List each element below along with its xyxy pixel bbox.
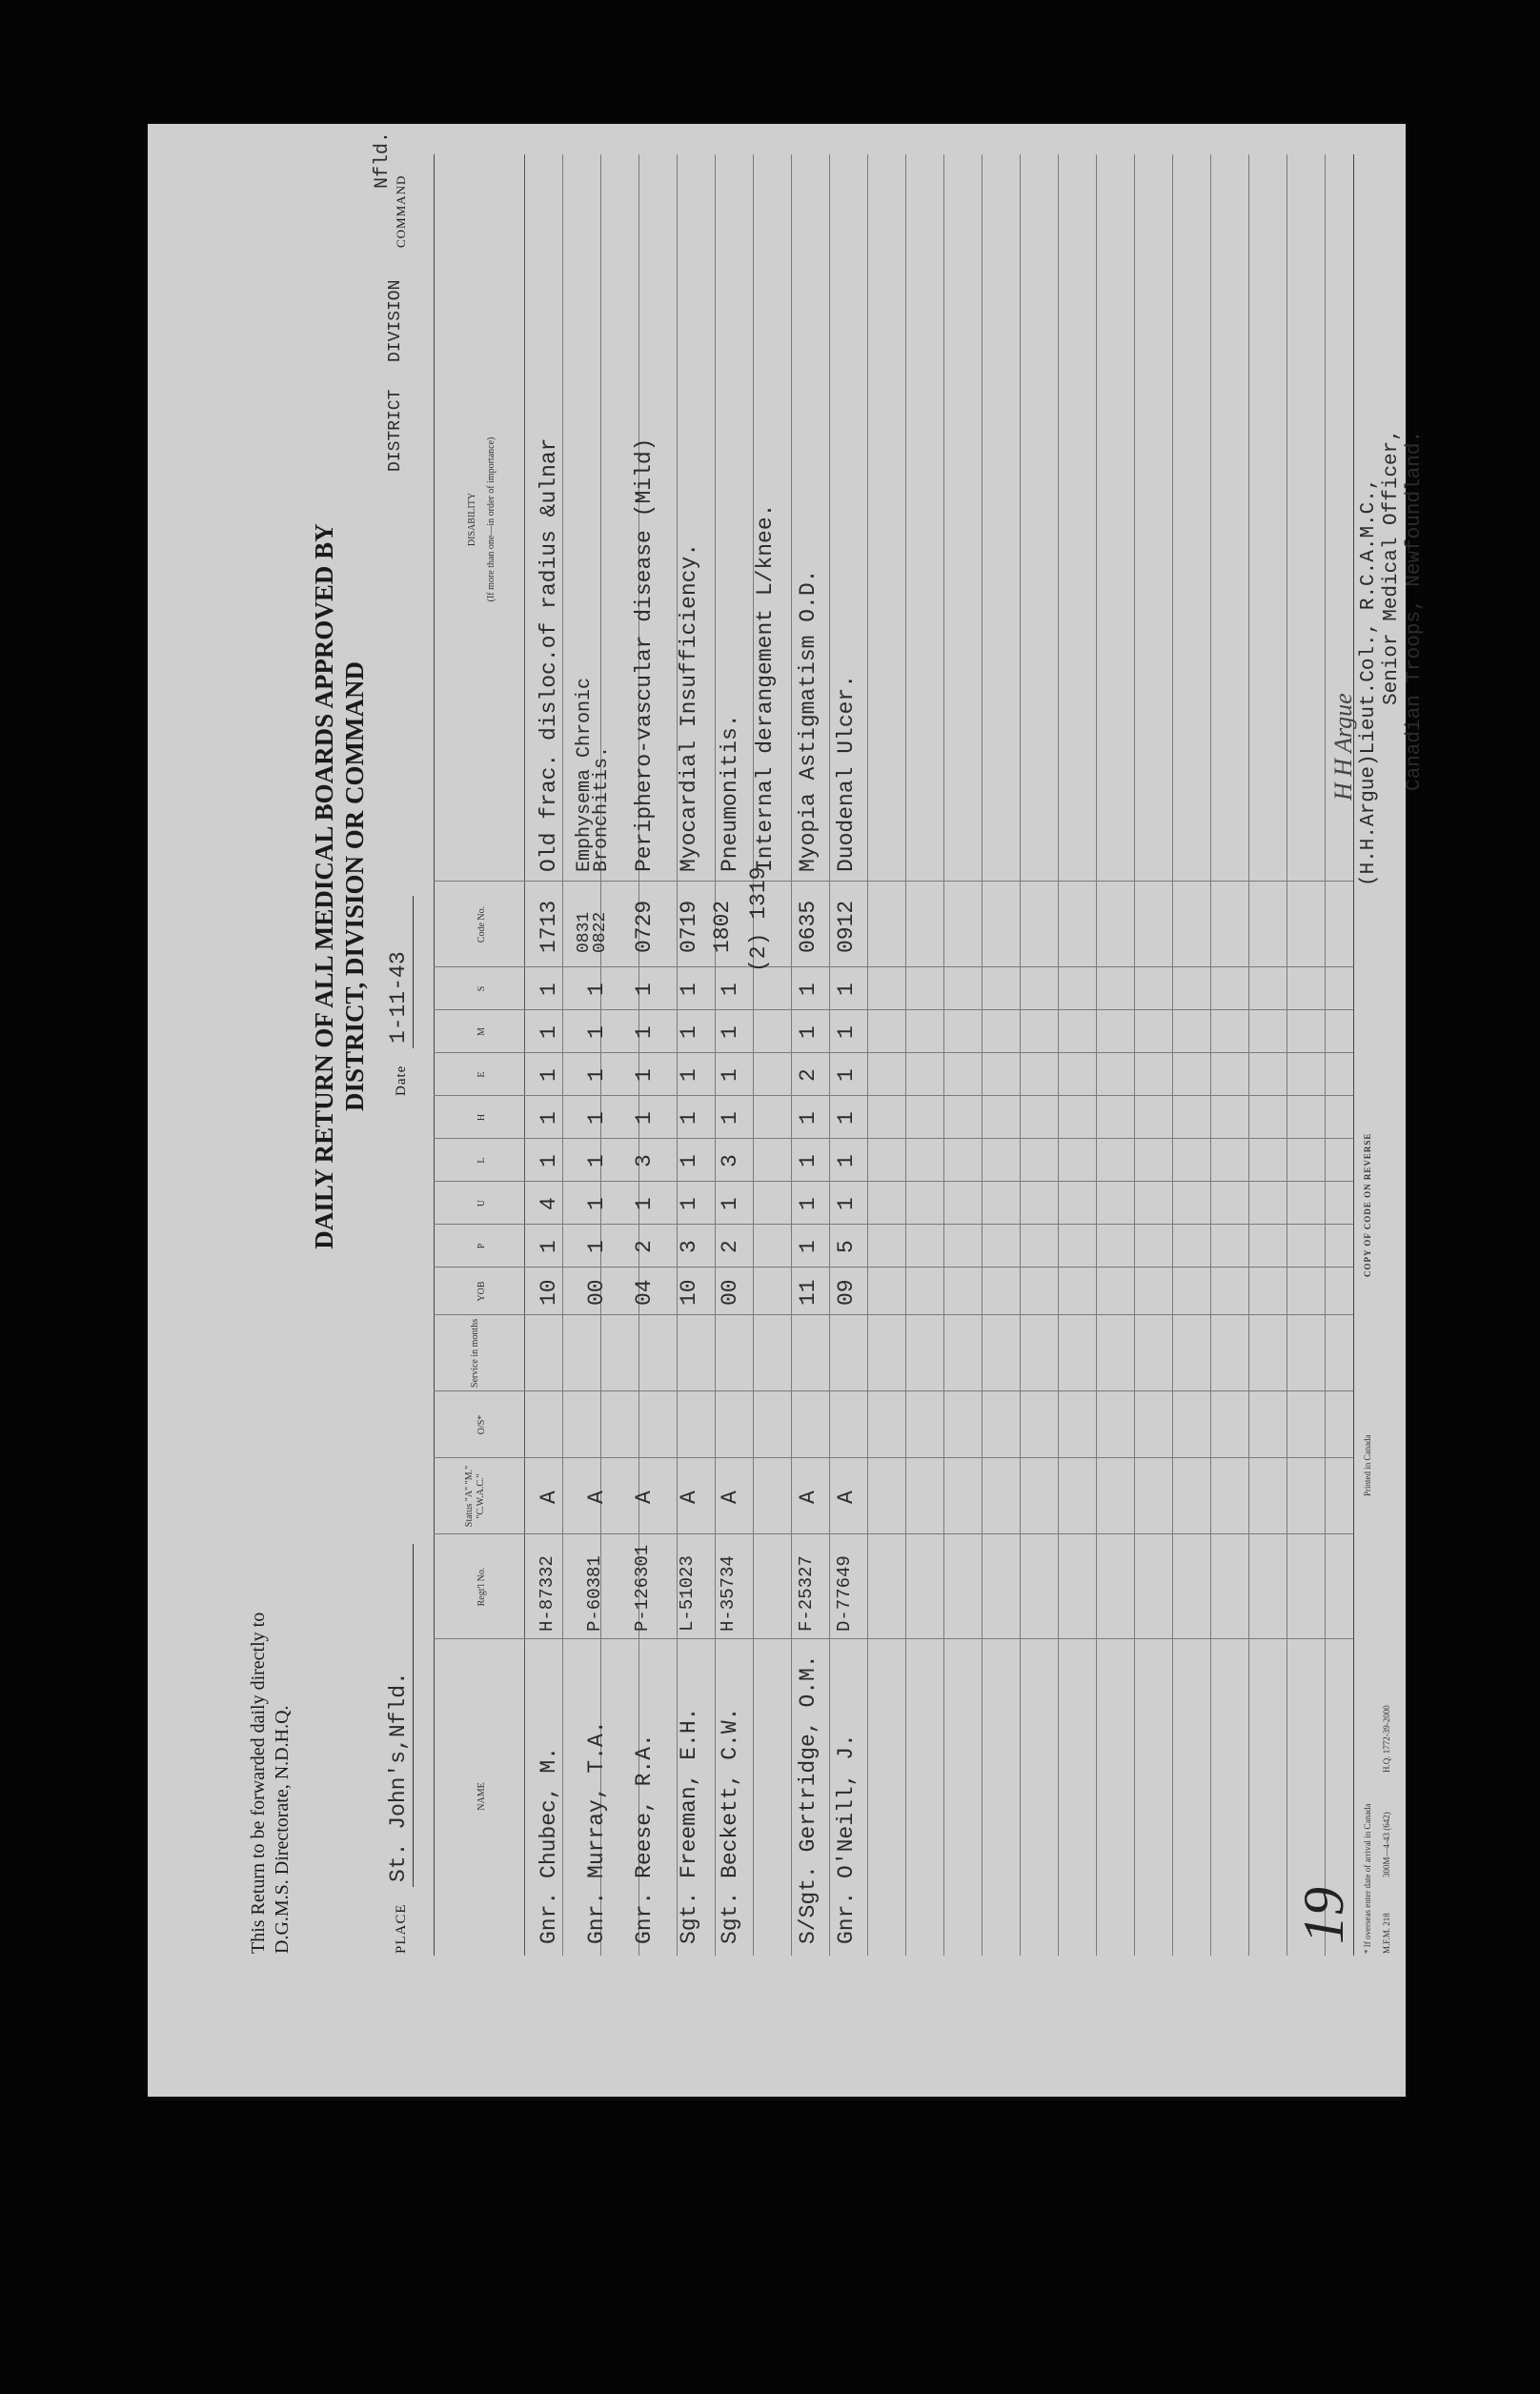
header-disability-note: (If more than one—in order of importance): [486, 436, 496, 602]
row-h: 1: [632, 1111, 657, 1125]
row-s: 1: [834, 983, 859, 996]
row-code: 0912: [834, 900, 859, 953]
row-e: 1: [632, 1068, 657, 1082]
division-label: DIVISION: [386, 279, 405, 362]
row-name: Sgt. Freeman, E.H.: [677, 1707, 701, 1944]
header-service: Service in months: [470, 1318, 480, 1389]
document-page: [148, 124, 1426, 2097]
row-yob: 04: [632, 1279, 657, 1306]
header-e: E: [476, 1071, 487, 1078]
col-sep-13: [434, 966, 1353, 967]
row-e: 1: [677, 1068, 701, 1082]
footnote-overseas: * If overseas enter date of arrival in Canada: [1363, 1803, 1372, 1954]
row-name: Gnr. Reese, R.A.: [632, 1734, 657, 1944]
table-bottom-border: [1353, 154, 1354, 1956]
row-u: 1: [796, 1197, 821, 1210]
header-os: O/S*: [476, 1414, 487, 1435]
row-m: 1: [718, 1025, 742, 1039]
col-sep-3: [434, 1457, 1353, 1458]
row-disability: Old frac. disloc.of radius &ulnar: [537, 437, 561, 872]
row-name: Gnr. Murray, T.A.: [584, 1720, 609, 1944]
row-s: 1: [677, 983, 701, 996]
row-p: 2: [718, 1240, 742, 1253]
form-title-line-2: DISTRICT, DIVISION OR COMMAND: [340, 660, 369, 1112]
row-m: 1: [537, 1025, 561, 1039]
signature-line-1: (H.H.Argue)Lieut.Col., R.C.A.M.C.,: [1358, 477, 1380, 886]
col-sep-6: [434, 1267, 1353, 1268]
row-l: 1: [537, 1154, 561, 1167]
place-label: PLACE: [394, 1903, 409, 1954]
row-u: 4: [537, 1197, 561, 1210]
row-name: Gnr. O'Neill, J.: [834, 1734, 859, 1944]
row-regtl: P-60381: [584, 1555, 605, 1632]
instructions-line-2: D.G.M.S. Directorate, N.D.H.Q.: [272, 1705, 293, 1954]
row-disability: Internal derangement L/knee.: [753, 503, 778, 872]
row-h: 1: [677, 1111, 701, 1125]
row-l: 3: [632, 1154, 657, 1167]
header-regtl-no: Regt'l No.: [476, 1567, 487, 1607]
row-regtl: H-35734: [718, 1555, 739, 1632]
header-status: Status "A" "M." "C.W.A.C.": [464, 1465, 486, 1528]
signature-line-3: Canadian Troops, Newfoundland.: [1404, 430, 1426, 791]
place-underline: [413, 1544, 414, 1887]
handwritten-signature: H H Argue: [1329, 693, 1357, 801]
row-disability: Myopia Astigmatism O.D.: [796, 569, 821, 872]
row-s: 1: [796, 983, 821, 996]
date-underline: [413, 896, 414, 1048]
col-sep-8: [434, 1181, 1353, 1182]
row-p: 3: [677, 1240, 701, 1253]
row-s: 1: [632, 983, 657, 996]
row-code: 0831 0822: [575, 911, 610, 953]
table-header-border: [524, 154, 525, 1956]
col-sep-9: [434, 1138, 1353, 1139]
date-label: Date: [394, 1065, 409, 1096]
command-value: Nfld.: [372, 131, 394, 189]
col-sep-4: [434, 1390, 1353, 1391]
row-yob: 00: [718, 1279, 742, 1306]
row-code: 0729: [632, 900, 657, 953]
row-s: 1: [537, 983, 561, 996]
row-yob: 10: [677, 1279, 701, 1306]
row-u: 1: [834, 1197, 859, 1210]
row-l: 1: [584, 1154, 609, 1167]
row-status: A: [677, 1491, 701, 1504]
row-u: 1: [584, 1197, 609, 1210]
printed-in-canada: Printed in Canada: [1363, 1434, 1372, 1496]
row-u: 1: [718, 1197, 742, 1210]
form-ref-1: 300M—4-43 (642): [1382, 1812, 1391, 1877]
row-yob: 09: [834, 1279, 859, 1306]
col-sep-10: [434, 1095, 1353, 1096]
row-s: 1: [584, 983, 609, 996]
row-regtl: L-51023: [677, 1555, 698, 1632]
row-l: 1: [796, 1154, 821, 1167]
col-sep-5: [434, 1314, 1353, 1315]
form-ref-2: H.Q. 1772-39-2000: [1382, 1705, 1391, 1773]
row-disability: Duodenal Ulcer.: [834, 674, 859, 872]
row-disability: Pneumonitis.: [718, 714, 742, 872]
row-regtl: D-77649: [834, 1555, 855, 1632]
row-status: A: [632, 1491, 657, 1504]
row-yob: 10: [537, 1279, 561, 1306]
form-number: M.F.M. 218: [1382, 1913, 1391, 1954]
header-s: S: [476, 985, 487, 992]
row-code: 0719: [677, 900, 701, 953]
row-yob: 11: [796, 1279, 821, 1306]
row-m: 1: [584, 1025, 609, 1039]
row-status: A: [796, 1491, 821, 1504]
row-disability: Periphero-vascular disease (Mild): [632, 437, 657, 872]
row-status: A: [718, 1491, 742, 1504]
row-status: A: [584, 1491, 609, 1504]
row-u: 1: [632, 1197, 657, 1210]
signature-line-2: Senior Medical Officer,: [1381, 429, 1403, 705]
form-title-line-1: DAILY RETURN OF ALL MEDICAL BOARDS APPROVED BY: [310, 523, 338, 1249]
row-e: 1: [718, 1068, 742, 1082]
header-disability: DISABILITY: [467, 492, 477, 547]
medical-board-return-form: [157, 131, 1426, 2087]
row-p: 1: [537, 1240, 561, 1253]
header-code: Code No.: [476, 905, 487, 943]
header-p: P: [476, 1243, 487, 1249]
col-sep-1: [434, 1638, 1353, 1639]
row-l: 3: [718, 1154, 742, 1167]
row-name: Sgt. Beckett, C.W.: [718, 1707, 742, 1944]
row-disability: Emphysema Chronic Bronchitis.: [574, 677, 613, 872]
row-m: 1: [632, 1025, 657, 1039]
header-m: M: [476, 1027, 487, 1036]
row-m: 1: [677, 1025, 701, 1039]
row-code: 0635: [796, 900, 821, 953]
row-name: Gnr. Chubec, M.: [537, 1746, 561, 1944]
col-sep-2: [434, 1533, 1353, 1534]
row-u: 1: [677, 1197, 701, 1210]
row-p: 1: [584, 1240, 609, 1253]
col-sep-11: [434, 1052, 1353, 1053]
row-status: A: [834, 1491, 859, 1504]
row-h: 1: [796, 1111, 821, 1125]
row-l: 1: [677, 1154, 701, 1167]
row-e: 1: [537, 1068, 561, 1082]
row-regtl: P-126301: [632, 1544, 653, 1632]
row-h: 1: [537, 1111, 561, 1125]
place-value: St. John's,Nfld.: [386, 1672, 411, 1882]
col-sep-7: [434, 1224, 1353, 1225]
copy-of-code-note: COPY OF CODE ON REVERSE: [1363, 1132, 1372, 1277]
instructions-line-1: This Return to be forwarded daily directly to: [248, 1612, 269, 1954]
row-status: A: [537, 1491, 561, 1504]
header-l: L: [476, 1157, 487, 1164]
row-name: S/Sgt. Gertridge, O.M.: [796, 1654, 821, 1944]
row-disability: Myocardial Insufficiency.: [677, 542, 701, 872]
header-u: U: [476, 1199, 487, 1207]
row-s: 1: [718, 983, 742, 996]
table-top-border: [434, 154, 435, 1956]
row-p: 5: [834, 1240, 859, 1253]
row-h: 1: [718, 1111, 742, 1125]
row-regtl: H-87332: [537, 1555, 557, 1632]
row-code: 1802: [710, 900, 735, 953]
row-e: 1: [834, 1068, 859, 1082]
page-number-handwritten: 19: [1292, 1887, 1355, 1944]
col-sep-12: [434, 1009, 1353, 1010]
row-m: 1: [834, 1025, 859, 1039]
row-h: 1: [834, 1111, 859, 1125]
row-code: (2) 1319: [746, 866, 771, 972]
header-name: NAME: [476, 1782, 487, 1811]
row-h: 1: [584, 1111, 609, 1125]
row-m: 1: [796, 1025, 821, 1039]
row-p: 1: [796, 1240, 821, 1253]
row-p: 2: [632, 1240, 657, 1253]
row-l: 1: [834, 1154, 859, 1167]
date-value: 1-11-43: [386, 951, 411, 1044]
col-sep-14: [434, 881, 1353, 882]
header-yob: YOB: [476, 1281, 487, 1302]
command-label: COMMAND: [394, 174, 408, 248]
header-h: H: [476, 1113, 487, 1122]
district-label: DISTRICT: [386, 389, 405, 472]
row-yob: 00: [584, 1279, 609, 1306]
row-regtl: F-25327: [796, 1555, 817, 1632]
row-e: 1: [584, 1068, 609, 1082]
row-code: 1713: [537, 900, 561, 953]
row-e: 2: [796, 1068, 821, 1082]
